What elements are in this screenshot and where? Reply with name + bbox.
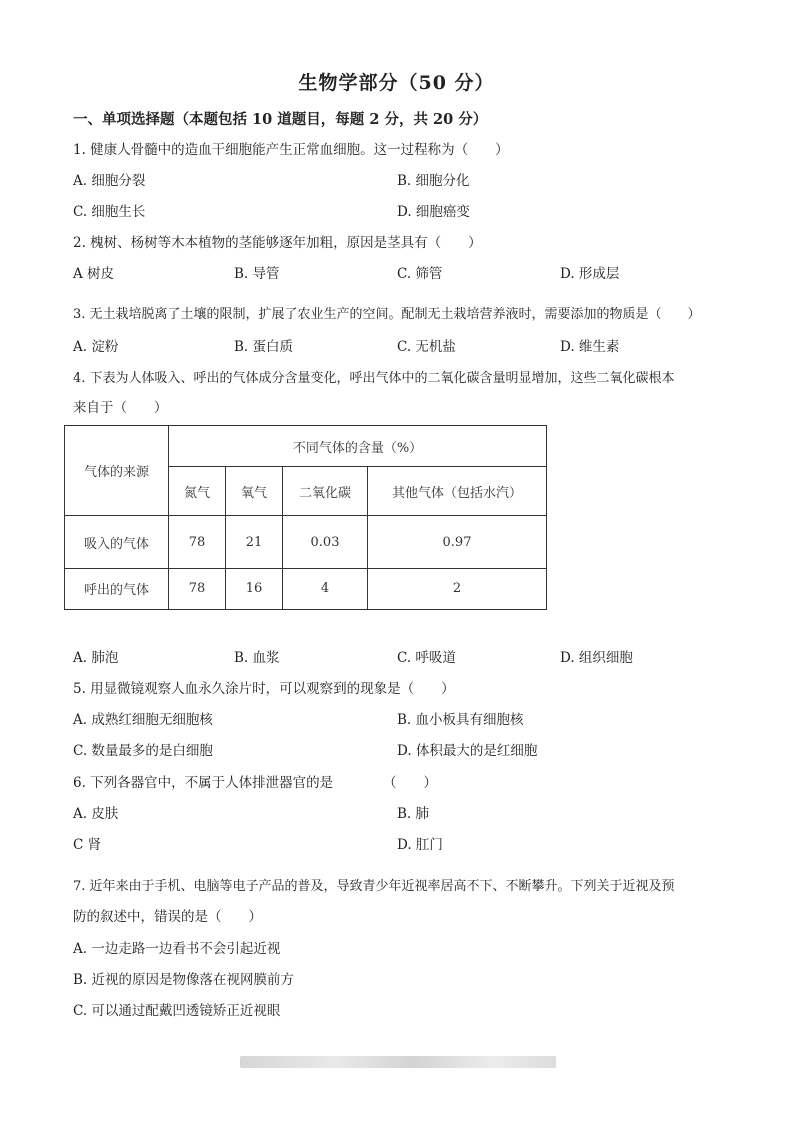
question-7-option-b[interactable]: B. 近视的原因是物像落在视网膜前方 xyxy=(73,972,295,988)
table-column-header: 二氧化碳 xyxy=(283,467,368,516)
question-7-option-c[interactable]: C. 可以通过配戴凹透镜矫正近视眼 xyxy=(73,1003,281,1019)
question-2-option-a[interactable]: A 树皮 xyxy=(73,266,115,282)
table-cell: 0.03 xyxy=(283,516,368,568)
question-2-option-d[interactable]: D. 形成层 xyxy=(560,266,620,282)
question-7-stem-line-1: 7. 近年来由于手机、电脑等电子产品的普及，导致青少年近视率居高不下、不断攀升。下列关于近视及预 xyxy=(73,879,675,894)
question-4-option-d[interactable]: D. 组织细胞 xyxy=(560,650,633,666)
question-4-stem-line-2: 来自于（ ） xyxy=(73,400,168,416)
question-1-stem: 1. 健康人骨髓中的造血干细胞能产生正常血细胞。这一过程称为（ ） xyxy=(73,142,509,158)
blurred-footer-watermark xyxy=(240,1056,556,1068)
table-cell: 0.97 xyxy=(368,516,547,568)
page-title: 生物学部分（50 分） xyxy=(298,72,495,94)
table-row xyxy=(65,568,547,609)
table-column-header: 氧气 xyxy=(226,467,283,516)
question-4-option-c[interactable]: C. 呼吸道 xyxy=(397,650,456,666)
question-5-option-d[interactable]: D. 体积最大的是红细胞 xyxy=(397,743,538,759)
question-3-option-c[interactable]: C. 无机盐 xyxy=(397,339,456,355)
gas-composition-table xyxy=(64,425,547,610)
table-cell: 78 xyxy=(169,568,226,609)
question-1-option-a[interactable]: A. 细胞分裂 xyxy=(73,173,146,189)
question-6-option-d[interactable]: D. 肛门 xyxy=(397,837,443,853)
question-4-stem-line-1: 4. 下表为人体吸入、呼出的气体成分含量变化，呼出气体中的二氧化碳含量明显增加，这些二氧化碳根本 xyxy=(73,371,675,386)
table-cell: 16 xyxy=(226,568,283,609)
table-header-group: 不同气体的含量（%） xyxy=(169,426,547,467)
question-5-option-a[interactable]: A. 成熟红细胞无细胞核 xyxy=(73,712,213,728)
question-1-option-d[interactable]: D. 细胞癌变 xyxy=(397,204,470,220)
question-6-answer-paren: （ ） xyxy=(383,775,437,791)
question-5-option-c[interactable]: C. 数量最多的是白细胞 xyxy=(73,743,213,759)
question-4-option-a[interactable]: A. 肺泡 xyxy=(73,650,119,666)
question-3-option-b[interactable]: B. 蛋白质 xyxy=(234,339,294,355)
table-cell: 4 xyxy=(283,568,368,609)
table-cell: 78 xyxy=(169,516,226,568)
question-2-stem: 2. 槐树、杨树等木本植物的茎能够逐年加粗，原因是茎具有（ ） xyxy=(73,235,482,251)
question-6-stem: 6. 下列各器官中，不属于人体排泄器官的是 xyxy=(73,775,334,791)
table-row-label: 吸入的气体 xyxy=(65,516,169,568)
question-3-option-d[interactable]: D. 维生素 xyxy=(560,339,620,355)
table-cell: 2 xyxy=(368,568,547,609)
question-7-stem-line-2: 防的叙述中，错误的是（ ） xyxy=(73,909,262,925)
table-column-header: 其他气体（包括水汽） xyxy=(368,467,547,516)
question-6-option-a[interactable]: A. 皮肤 xyxy=(73,806,119,822)
question-5-option-b[interactable]: B. 血小板具有细胞核 xyxy=(397,712,524,728)
question-4-option-b[interactable]: B. 血浆 xyxy=(234,650,280,666)
table-header-source: 气体的来源 xyxy=(65,426,169,516)
table-row-label: 呼出的气体 xyxy=(65,568,169,609)
table-column-header: 氮气 xyxy=(169,467,226,516)
question-6-option-c[interactable]: C 肾 xyxy=(73,837,102,853)
question-3-option-a[interactable]: A. 淀粉 xyxy=(73,339,119,355)
question-2-option-b[interactable]: B. 导管 xyxy=(234,266,280,282)
table-row xyxy=(65,516,547,568)
question-5-stem: 5. 用显微镜观察人血永久涂片时，可以观察到的现象是（ ） xyxy=(73,681,455,697)
question-1-option-b[interactable]: B. 细胞分化 xyxy=(397,173,470,189)
question-2-option-c[interactable]: C. 筛管 xyxy=(397,266,443,282)
question-3-stem: 3. 无土栽培脱离了土壤的限制，扩展了农业生产的空间。配制无土栽培营养液时，需要添加的物质是（ ） xyxy=(73,307,701,322)
section-heading: 一、单项选择题（本题包括 10 道题目，每题 2 分，共 20 分） xyxy=(73,111,488,128)
question-7-option-a[interactable]: A. 一边走路一边看书不会引起近视 xyxy=(73,941,281,957)
question-6-option-b[interactable]: B. 肺 xyxy=(397,806,430,822)
question-1-option-c[interactable]: C. 细胞生长 xyxy=(73,204,146,220)
table-cell: 21 xyxy=(226,516,283,568)
